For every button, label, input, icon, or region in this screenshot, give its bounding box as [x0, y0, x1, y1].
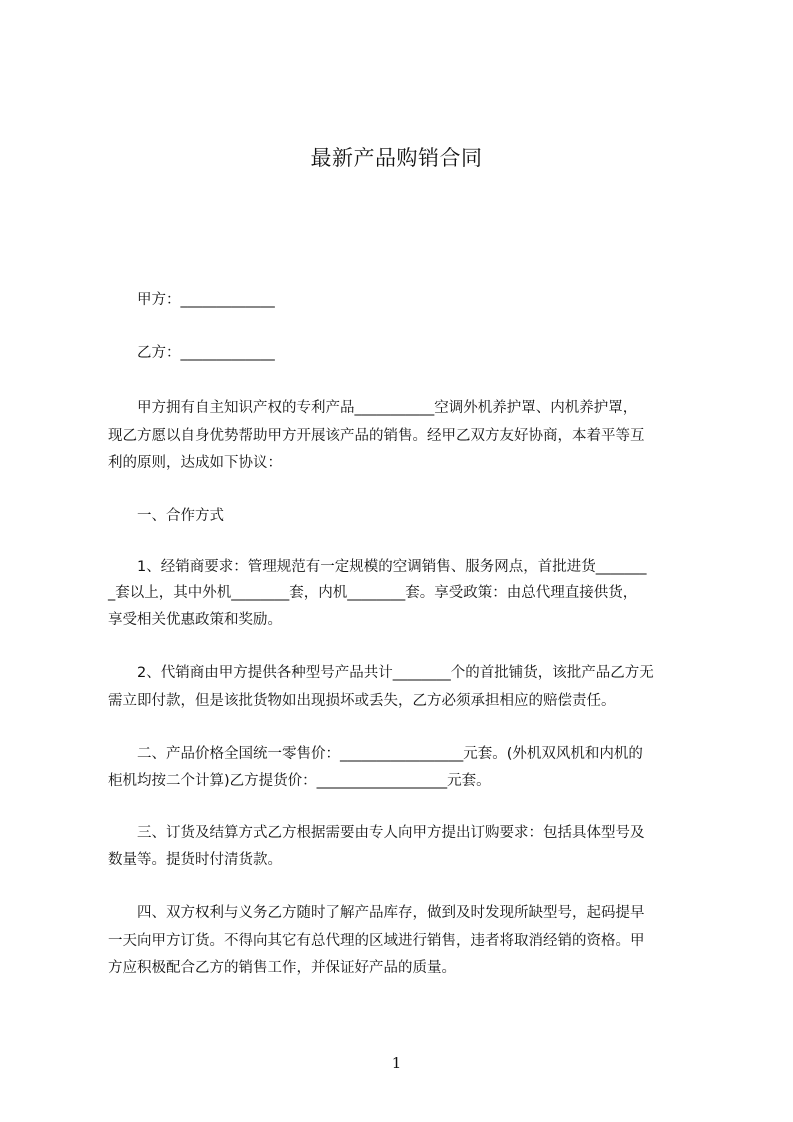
section-3-line-1: 三、订货及结算方式乙方根据需要由专人向甲方提出订购要求：包括具体型号及	[108, 825, 645, 841]
section-3-line-2: 数量等。提货时付清货款。	[108, 852, 282, 868]
section-1-heading: 一、合作方式	[108, 508, 224, 524]
intro-line-2: 现乙方愿以自身优势帮助甲方开展该产品的销售。经甲乙双方友好协商，本着平等互	[108, 428, 645, 444]
intro-line-1: 甲方拥有自主知识产权的专利产品___________空调外机养护罩、内机养护罩，	[108, 400, 638, 416]
party-b-line: 乙方：_____________	[108, 345, 275, 361]
intro-line-3: 利的原则，达成如下协议：	[108, 455, 282, 471]
clause-2-line-2: 需立即付款，但是该批货物如出现损坏或丢失，乙方必须承担相应的赔偿责任。	[108, 693, 616, 709]
party-a-line: 甲方：_____________	[108, 292, 275, 308]
clause-2-line-1: 2、代销商由甲方提供各种型号产品共计________个的首批铺货，该批产品乙方无	[108, 665, 654, 681]
section-4-line-3: 方应积极配合乙方的销售工作，并保证好产品的质量。	[108, 960, 456, 976]
page-number: 1	[391, 1054, 402, 1072]
section-2-line-2: 柜机均按二个计算)乙方提货价：__________________元套。	[108, 773, 491, 789]
section-2-line-1: 二、产品价格全国统一零售价：_________________元套。(外机双风机和内机的	[108, 746, 643, 762]
clause-1-line-1: 1、经销商要求：管理规范有一定规模的空调销售、服务网点，首批进货_______	[108, 559, 647, 575]
clause-1-line-2: _套以上，其中外机________套，内机________套。享受政策：由总代理直接供货，	[108, 585, 638, 601]
document-title: 最新产品购销合同	[310, 146, 483, 170]
clause-1-line-3: 享受相关优惠政策和奖励。	[108, 612, 282, 628]
section-4-line-1: 四、双方权利与义务乙方随时了解产品库存，做到及时发现所缺型号，起码提早	[108, 905, 645, 921]
section-4-line-2: 一天向甲方订货。不得向其它有总代理的区域进行销售，违者将取消经销的资格。甲	[108, 933, 645, 949]
